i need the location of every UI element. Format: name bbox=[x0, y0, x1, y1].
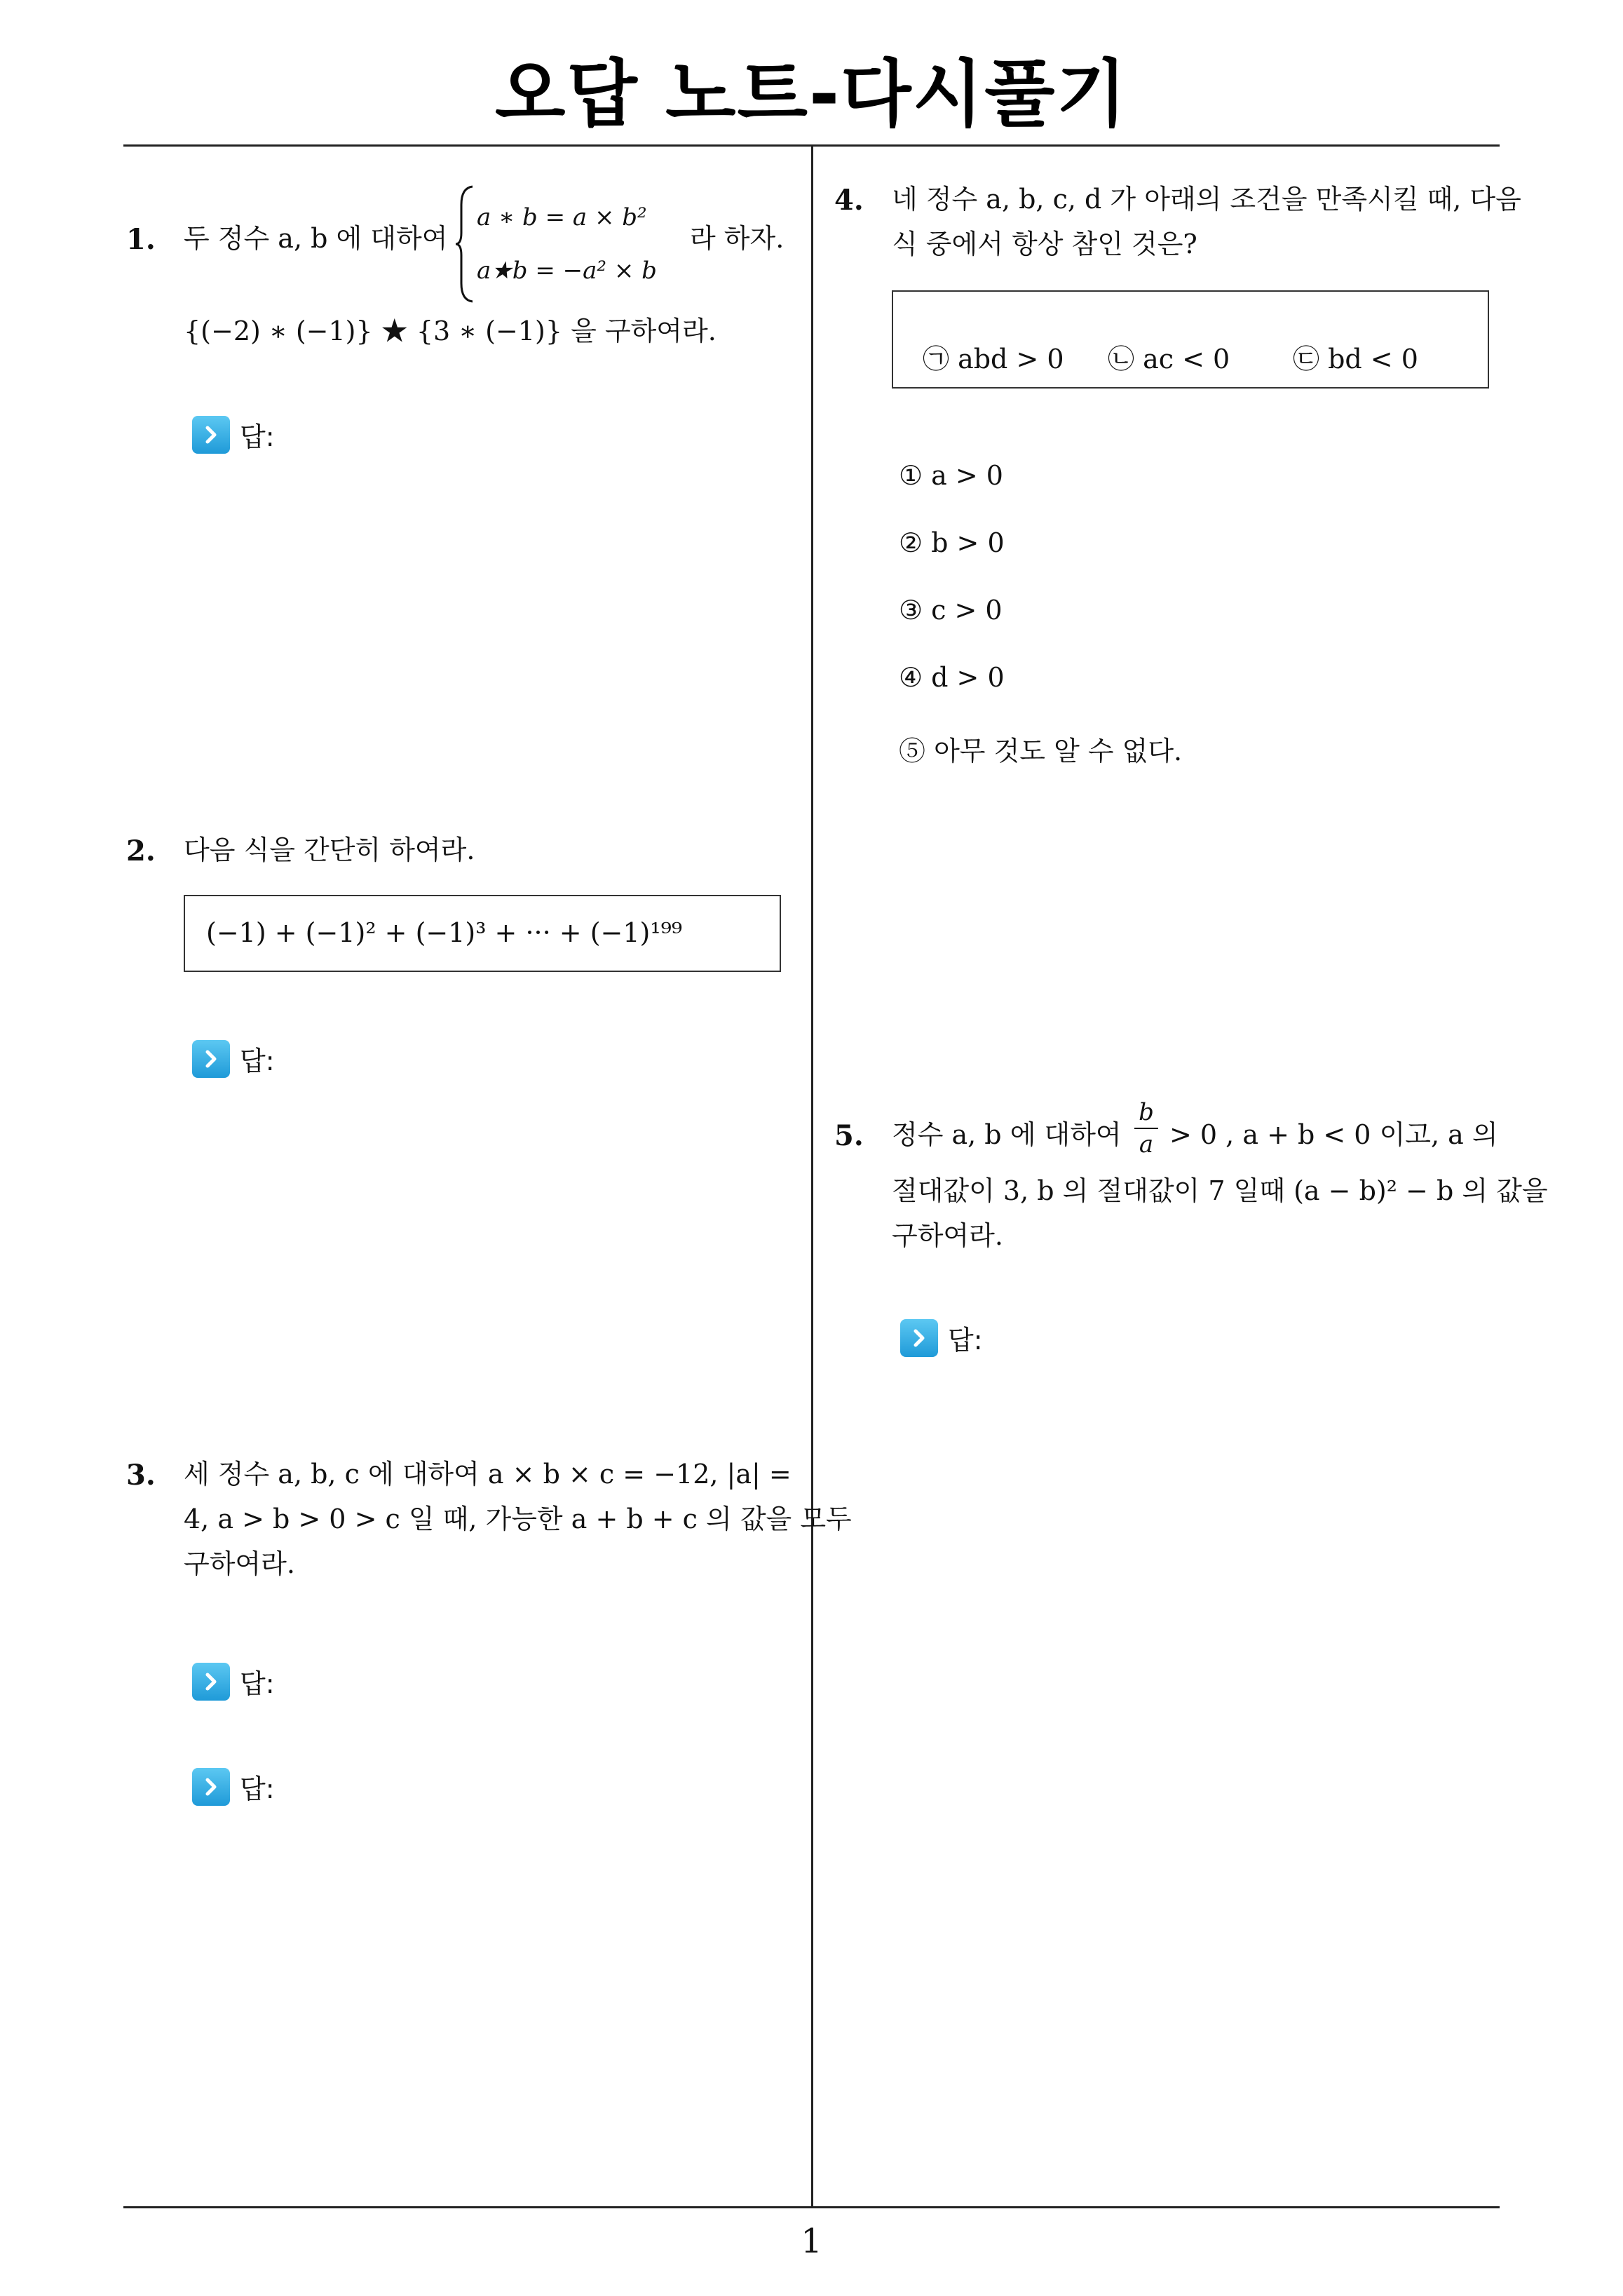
condition: ㉡ ac < 0 bbox=[1108, 344, 1230, 374]
answer-field[interactable] bbox=[192, 1767, 275, 1806]
answer-field[interactable] bbox=[192, 1662, 275, 1701]
answer-field[interactable] bbox=[192, 1039, 275, 1078]
page-number: 1 bbox=[801, 2222, 822, 2261]
choice-1[interactable]: ① a > 0 bbox=[899, 460, 1003, 491]
question-number: 3. bbox=[126, 1459, 156, 1492]
chevron-right-icon bbox=[900, 1319, 938, 1357]
choice-5[interactable]: ⑤ 아무 것도 알 수 없다. bbox=[899, 736, 1183, 767]
fraction-denominator: a bbox=[1139, 1130, 1154, 1159]
question-text: > 0 , a + b < 0 이고, a 의 bbox=[1169, 1119, 1498, 1150]
question-text: 네 정수 a, b, c, d 가 아래의 조건을 만족시킬 때, 다음 bbox=[892, 184, 1521, 215]
conditions-box bbox=[892, 290, 1489, 389]
footer-rule bbox=[123, 2206, 1500, 2208]
question-text: 절대값이 3, b 의 절대값이 7 일때 (a − b)² − b 의 값을 bbox=[892, 1175, 1548, 1206]
chevron-right-icon bbox=[192, 1040, 230, 1078]
choice-3[interactable]: ③ c > 0 bbox=[899, 595, 1003, 626]
answer-label: 답: bbox=[240, 1668, 275, 1699]
left-brace bbox=[454, 184, 475, 304]
condition: ㉠ abd > 0 bbox=[923, 344, 1064, 374]
question-number: 4. bbox=[834, 184, 864, 217]
answer-label: 답: bbox=[240, 1046, 275, 1076]
column-divider bbox=[811, 146, 813, 2208]
choice-2[interactable]: ② b > 0 bbox=[899, 527, 1005, 558]
question-text: 식 중에서 항상 참인 것은? bbox=[892, 229, 1197, 259]
equation-line: a★b = −a² × b bbox=[477, 257, 657, 285]
fraction-numerator: b bbox=[1139, 1098, 1154, 1126]
fraction-bar bbox=[1134, 1128, 1158, 1129]
answer-label: 답: bbox=[948, 1325, 983, 1356]
answer-field[interactable] bbox=[900, 1318, 983, 1357]
answer-field[interactable] bbox=[192, 415, 275, 454]
expression-box bbox=[184, 895, 781, 972]
question-text: 4, a > b > 0 > c 일 때, 가능한 a + b + c 의 값을 모두 bbox=[184, 1504, 852, 1534]
question-number: 2. bbox=[126, 835, 156, 867]
fraction bbox=[1134, 1098, 1158, 1159]
chevron-right-icon bbox=[192, 1768, 230, 1806]
chevron-right-icon bbox=[192, 1663, 230, 1701]
answer-label: 답: bbox=[240, 1774, 275, 1804]
question-text: 세 정수 a, b, c 에 대하여 a × b × c = −12, |a| = bbox=[184, 1459, 792, 1490]
question-text: 정수 a, b 에 대하여 bbox=[892, 1119, 1122, 1150]
answer-label: 답: bbox=[240, 421, 275, 452]
question-text: 두 정수 a, b 에 대하여 bbox=[184, 223, 448, 254]
question-text: 구하여라. bbox=[184, 1548, 295, 1579]
equation-line: a ∗ b = a × b² bbox=[477, 203, 647, 231]
question-number: 1. bbox=[126, 223, 156, 256]
condition: ㉢ bd < 0 bbox=[1293, 344, 1418, 374]
question-text: 구하여라. bbox=[892, 1220, 1003, 1251]
question-text: 다음 식을 간단히 하여라. bbox=[184, 835, 475, 865]
question-number: 5. bbox=[834, 1119, 864, 1152]
question-text: {(−2) ∗ (−1)} ★ {3 ∗ (−1)} 을 구하여라. bbox=[184, 316, 717, 346]
question-text: 라 하자. bbox=[690, 223, 785, 254]
expression: (−1) + (−1)² + (−1)³ + ··· + (−1)¹⁹⁹ bbox=[206, 917, 683, 948]
page-title: 오답 노트-다시풀기 bbox=[494, 51, 1129, 137]
chevron-right-icon bbox=[192, 416, 230, 454]
choice-4[interactable]: ④ d > 0 bbox=[899, 662, 1005, 693]
